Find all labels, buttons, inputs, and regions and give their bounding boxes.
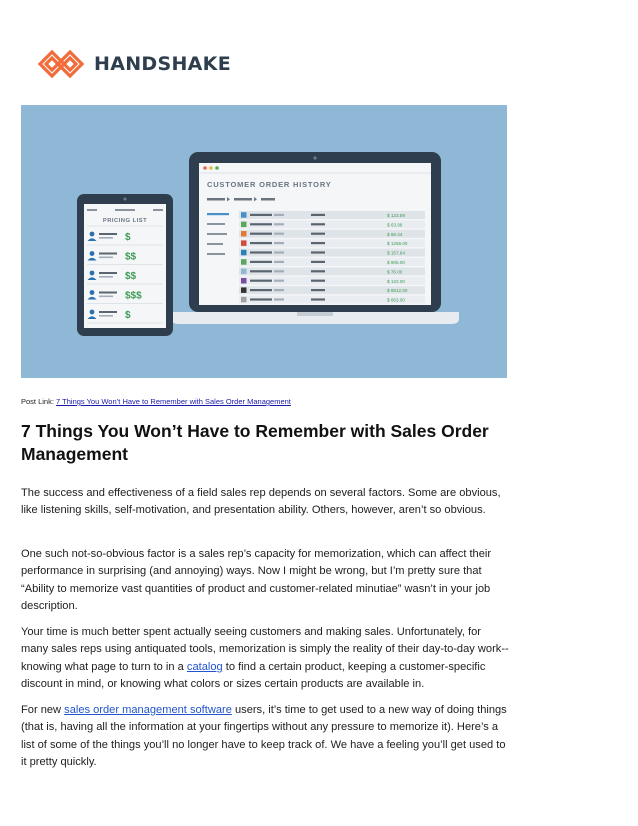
order-row xyxy=(239,230,425,238)
order-amount: $ 76.00 xyxy=(387,269,403,275)
order-amount: $ 1256.00 xyxy=(387,241,408,247)
order-amount: $ 63.99 xyxy=(387,222,403,228)
paragraph-3 xyxy=(21,624,511,694)
order-row xyxy=(239,258,425,266)
paragraph-4-text-b: users, it’s time to get used to a new way of doing things (that is, having all the information at your fingertips without any pressure to memorize it). Here’s a list of some of the things you’ll no longer have to keep track of. We have a feeling you’ll get used to it pretty quickly. xyxy=(21,704,507,769)
laptop-notch xyxy=(297,312,333,316)
post-link xyxy=(21,397,291,406)
post-link-anchor[interactable]: 7 Things You Won’t Have to Remember with Sales Order Management xyxy=(56,397,291,406)
order-amount: $ 122.00 xyxy=(387,278,405,284)
catalog-link[interactable]: catalog xyxy=(186,660,223,673)
price-tier: $ xyxy=(125,310,131,321)
person-icon xyxy=(90,290,95,295)
order-row xyxy=(239,211,425,219)
sales-order-software-link[interactable]: sales order management software xyxy=(64,704,232,716)
order-amount: $ 905.00 xyxy=(387,260,405,265)
order-row xyxy=(239,267,425,275)
order-amount: $ 663.00 xyxy=(387,297,405,303)
paragraph-2: One such not-so-obvious factor is a sales rep’s capacity for memorization, which can affect their performance in surprising (and annoying) ways. Now I might be wrong, but I’m pretty sure that “Ability to memorize vast quantities of product and customer-related minutiae” wasn’t in your job description. xyxy=(21,548,492,613)
price-tier: $$ xyxy=(125,271,137,282)
person-icon xyxy=(90,232,95,237)
price-tier: $ xyxy=(125,232,131,243)
order-amount: $ 123.59 xyxy=(387,213,405,218)
order-row xyxy=(239,296,425,304)
order-row xyxy=(239,239,425,247)
order-amount: $ 8812.00 xyxy=(387,288,408,294)
order-amount: $ 157.64 xyxy=(387,250,405,256)
price-tier: $$$ xyxy=(125,290,142,302)
order-row xyxy=(239,249,425,257)
person-icon xyxy=(90,310,95,315)
post-link-prefix: Post Link: xyxy=(21,397,57,406)
order-row xyxy=(239,286,425,294)
handshake-logo-icon xyxy=(36,44,86,84)
person-icon xyxy=(90,251,95,256)
laptop-camera xyxy=(313,156,316,159)
article-title: 7 Things You Won’t Have to Remember with Sales Order Management xyxy=(21,421,489,464)
order-row xyxy=(239,277,425,285)
person-icon xyxy=(90,271,95,276)
order-amount: $ 88.44 xyxy=(387,231,403,237)
laptop-screen-title: CUSTOMER ORDER HISTORY xyxy=(207,180,332,189)
hero-illustration xyxy=(21,105,507,378)
paragraph-1: The success and effectiveness of a field sales rep depends on several factors. Some are obvious, like listening skills, self-motivation, and presentation ability. Others, however, aren’t so obvious. xyxy=(21,487,501,517)
paragraph-4 xyxy=(21,702,511,772)
handshake-logo xyxy=(36,44,231,84)
price-tier: $$ xyxy=(125,251,137,263)
order-row xyxy=(239,220,425,228)
paragraph-3-text-a: Your time is much better spent actually seeing customers and making sales. Unfortunately, for many sales reps using antiquated tools, memorization is simply the reality of their day-to-day work-- knowing what page to turn to in a xyxy=(21,626,509,673)
tablet-screen-title: PRICING LIST xyxy=(102,218,148,224)
paragraph-3-text-b: to find a certain product, keeping a customer-specific discount in mind, or knowing what colors or sizes certain products are available in. xyxy=(21,660,486,691)
paragraph-4-text-a: For new xyxy=(21,704,65,716)
brand-name: HANDSHAKE xyxy=(94,53,231,75)
devices-illustration xyxy=(21,105,507,378)
